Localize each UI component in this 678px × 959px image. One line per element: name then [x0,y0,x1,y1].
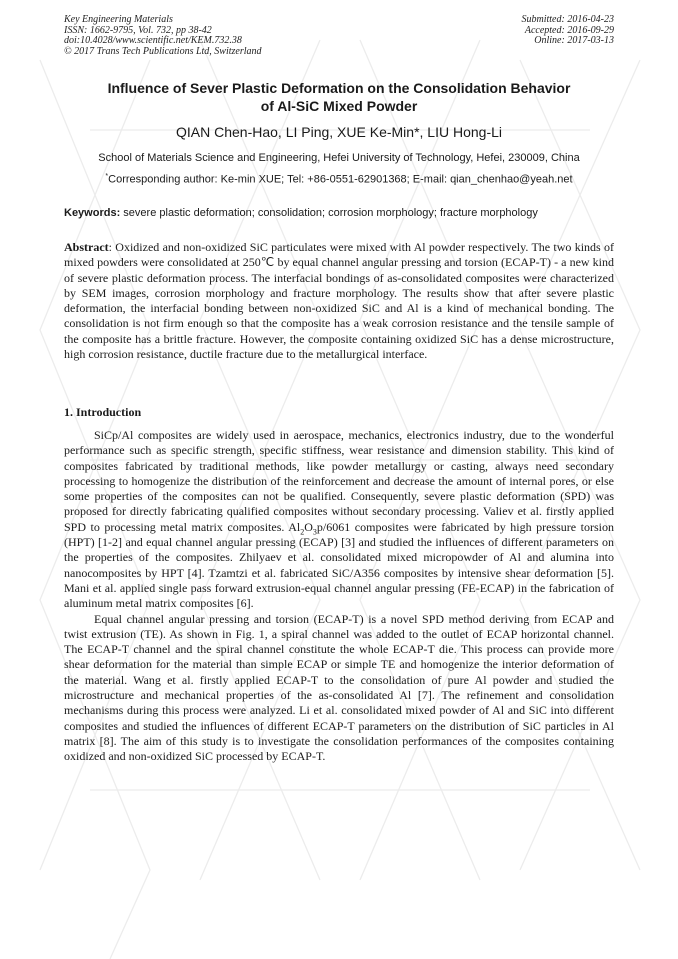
title-line-1: Influence of Sever Plastic Deformation on the Consolidation Behavior [107,80,571,96]
author-list: QIAN Chen-Hao, LI Ping, XUE Ke-Min*, LIU Hong-Li [175,124,503,140]
submitted-date: Submitted: 2016-04-23 [521,14,614,25]
title-line-2: of Al-SiC Mixed Powder [260,97,418,114]
journal-name: Key Engineering Materials [64,14,173,25]
affiliation: School of Materials Science and Engineering, Hefei University of Technology, Hefei, 230009, China [98,152,580,164]
journal-header-right [522,15,615,47]
keywords-text: severe plastic deformation; consolidation; corrosion morphology; fracture morphology [120,207,538,219]
section-heading: 1. Introduction [64,405,142,419]
paragraph [64,428,614,612]
paragraph-text: p/6061 composites were fabricated by high pressure torsion (HPT) [1-2] and equal channel angular pressing (ECAP) [3] and studied the influences of different parameters on the properties of the composites. Zhilyaev et al. consolidated mixed micropowder of Al and alumina into nanocomposites by HPT [4]. Tzamtzi et al. fabricated SiC/A356 composites by intensive shear deformation [5]. Mani et al. applied single pass forward extrusion-equal channel angular pressing (FE-ECAP) in the fabrication of aluminum metal matrix composites [6]. [64,519,614,611]
corresponding-text: Corresponding author: Ke-min XUE; Tel: +86-0551-62901368; E-mail: qian_chenhao@yeah.net [108,173,573,186]
subscript: 2 [300,527,305,537]
online-date: Online: 2017-03-13 [534,35,614,47]
paragraph: Equal channel angular pressing and torsion (ECAP-T) is a novel SPD method deriving from ECAP and twist extrusion (TE). As shown in Fig. 1, a spiral channel was added to the outlet of ECAP horizontal channel. The ECAP-T channel and the spiral channel constitute the whole ECAP-T die. This process can provide more shear deformation for the material than simple ECAP or simple TE and homogenize the interior deformation of the material. Wang et al. firstly applied ECAP-T to the consolidation of pure Al powder and studied the microstructure and mechanical properties of the as-consolidated Al [7]. The refinement and consolidation mechanisms during this process were analyzed. Li et al. consolidated mixed powder of Al and SiC into different composites and studied the influences of different ECAP-T parameters on the distribution of SiC particles in Al matrix [8]. The aim of this study is to investigate the consolidation performances of the composites containing oxidized and non-oxidized SiC processed by ECAP-T. [64,611,614,764]
keywords-label: Keywords: [64,207,121,219]
accepted-date: Accepted: 2016-09-29 [524,24,614,36]
subscript: 3 [312,527,317,537]
corresponding-mark: * [105,173,109,180]
paragraph-text: SiCp/Al composites are widely used in aerospace, mechanics, electronics industry, due to the wonderful performance such as specific strength, specific stiffness, wear resistance and dimension stability. This kind of composites fabricated by traditional methods, like powder metallurgy or casting, always need secondary processing to homogenize the distribution of the reinforcement and decrease the amount of internal pores, or else some properties of the composites can not be qualified. Consequently, severe plastic deformation (SPD) was proposed for directly fabricating qualified composites without secondary processing. Valiev et al. firstly applied SPD to processing metal matrix composites. Al [64,428,614,534]
paragraph-text: O [304,519,313,534]
abstract [64,240,614,362]
keywords [64,206,614,220]
copyright-line: © 2017 Trans Tech Publications Ltd, Switzerland [64,45,262,57]
abstract-text: : Oxidized and non-oxidized SiC particulates were mixed with Al powder respectively. The two kinds of mixed powders were consolidated at 250℃ by equal channel angular pressing and torsion (ECAP-T) - a new kind of severe plastic deformation process. The interfacial bondings of as-consolidated composites were characterized by SEM images, corrosion morphology and fracture morphology. The results show that after severe plastic deformation, the interfacial bonding between non-oxidized SiC and Al is a kind of mechanical bonding. The consolidation is not firm enough so that the composite has a weak corrosion resistance and the tensile sample of the composite has a brittle fracture. However, the composite containing oxidized SiC has a dense microstructure, high corrosion resistance, ductile fracture due to the metallurgical interface. [64,240,614,362]
doi-line: doi:10.4028/www.scientific.net/KEM.732.38 [64,35,242,47]
introduction-body [64,428,614,765]
corresponding-author [64,170,614,187]
issn-line: ISSN: 1662-9795, Vol. 732, pp 38-42 [64,24,212,36]
journal-header-left [64,15,262,57]
paper-title [64,80,614,115]
abstract-label: Abstract [64,240,109,254]
